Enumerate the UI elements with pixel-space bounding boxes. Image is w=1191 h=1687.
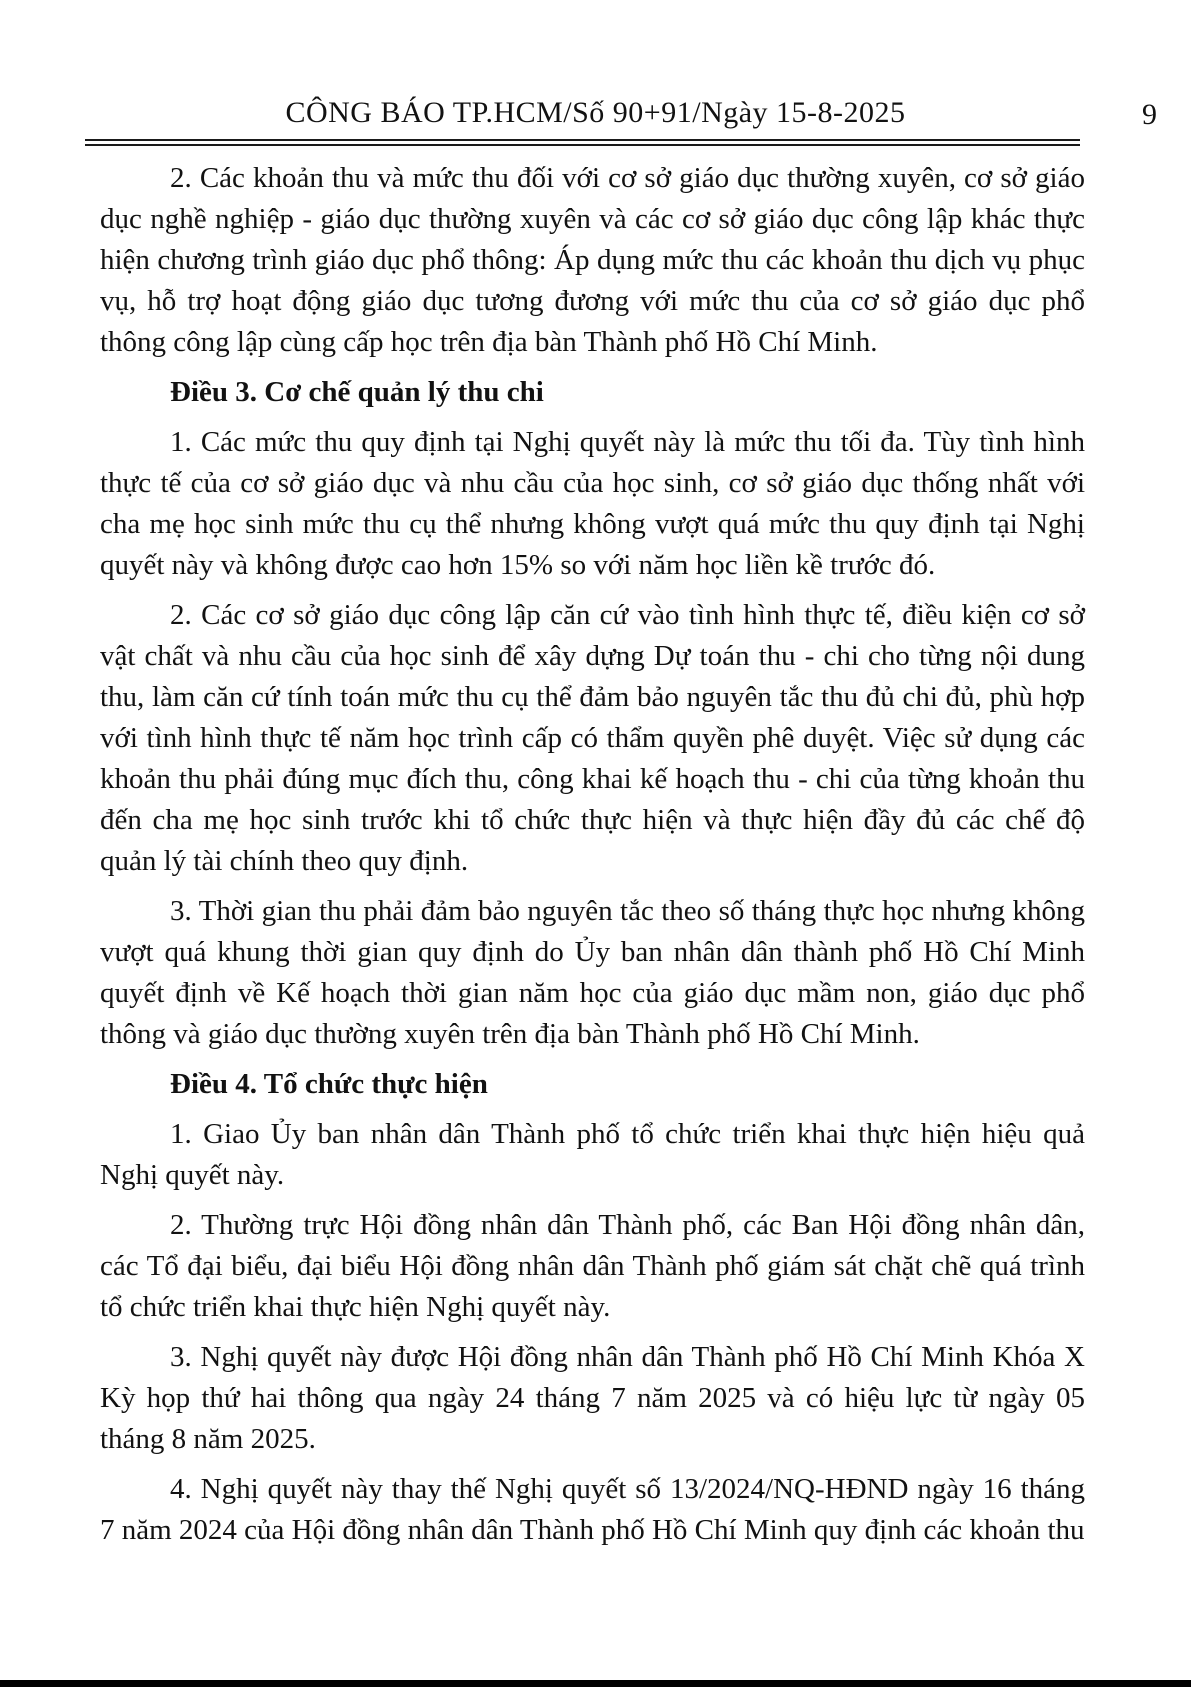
section-heading-dieu-3: Điều 3. Cơ chế quản lý thu chi: [170, 376, 544, 408]
paragraph-giao-ubnd: 1. Giao Ủy ban nhân dân Thành phố tổ chức triển khai thực hiện hiệu quả Nghị quyết này.: [100, 1118, 1085, 1191]
paragraph-du-toan-thu-chi: 2. Các cơ sở giáo dục công lập căn cứ vào tình hình thực tế, điều kiện cơ sở vật chất và nhu cầu của học sinh để xây dựng Dự toán thu - chi cho từng nội dung thu, làm căn cứ tính toán mức thu cụ thể đảm bảo nguyên tắc thu đủ chi đủ, phù hợp với tình hình thực tế năm học trình cấp có thẩm quyền phê duyệt. Việc sử dụng các khoản thu phải đúng mục đích thu, công khai kế hoạch thu - chi của từng khoản thu đến cha mẹ học sinh trước khi tổ chức thực hiện và thực hiện đầy đủ các chế độ quản lý tài chính theo quy định.: [100, 599, 1085, 877]
paragraph-thay-the-nghi-quyet: 4. Nghị quyết này thay thế Nghị quyết số 13/2024/NQ-HĐND ngày 16 tháng 7 năm 2024 của Hội đồng nhân dân Thành phố Hồ Chí Minh quy định các khoản thu: [100, 1473, 1085, 1546]
section-heading-dieu-4: Điều 4. Tổ chức thực hiện: [170, 1068, 488, 1100]
paragraph-muc-thu-toi-da: 1. Các mức thu quy định tại Nghị quyết này là mức thu tối đa. Tùy tình hình thực tế của cơ sở giáo dục và nhu cầu của học sinh, cơ sở giáo dục thống nhất với cha mẹ học sinh mức thu cụ thể nhưng không vượt quá mức thu quy định tại Nghị quyết này và không được cao hơn 15% so với năm học liền kề trước đó.: [100, 426, 1085, 581]
paragraph-giam-sat: 2. Thường trực Hội đồng nhân dân Thành phố, các Ban Hội đồng nhân dân, các Tổ đại biểu, đại biểu Hội đồng nhân dân Thành phố giám sát chặt chẽ quá trình tổ chức triển khai thực hiện Nghị quyết này.: [100, 1209, 1085, 1323]
page-header-title: CÔNG BÁO TP.HCM/Số 90+91/Ngày 15-8-2025: [285, 96, 906, 129]
paragraph-hieu-luc: 3. Nghị quyết này được Hội đồng nhân dân Thành phố Hồ Chí Minh Khóa X Kỳ họp thứ hai thông qua ngày 24 tháng 7 năm 2025 và có hiệu lực từ ngày 05 tháng 8 năm 2025.: [100, 1341, 1085, 1455]
scan-edge-bar: [0, 1680, 1191, 1687]
header-double-rule: [85, 139, 1080, 146]
document-body: [100, 158, 1085, 1560]
paragraph-khoan-thu-gdtx: 2. Các khoản thu và mức thu đối với cơ sở giáo dục thường xuyên, cơ sở giáo dục nghề nghiệp - giáo dục thường xuyên và các cơ sở giáo dục công lập khác thực hiện chương trình giáo dục phổ thông: Áp dụng mức thu các khoản thu dịch vụ phục vụ, hỗ trợ hoạt động giáo dục tương đương với mức thu của cơ sở giáo dục phổ thông công lập cùng cấp học trên địa bàn Thành phố Hồ Chí Minh.: [100, 162, 1085, 358]
paragraph-thoi-gian-thu: 3. Thời gian thu phải đảm bảo nguyên tắc theo số tháng thực học nhưng không vượt quá khung thời gian quy định do Ủy ban nhân dân thành phố Hồ Chí Minh quyết định về Kế hoạch thời gian năm học của giáo dục mầm non, giáo dục phổ thông và giáo dục thường xuyên trên địa bàn Thành phố Hồ Chí Minh.: [100, 895, 1085, 1050]
page-number: 9: [1142, 98, 1157, 131]
